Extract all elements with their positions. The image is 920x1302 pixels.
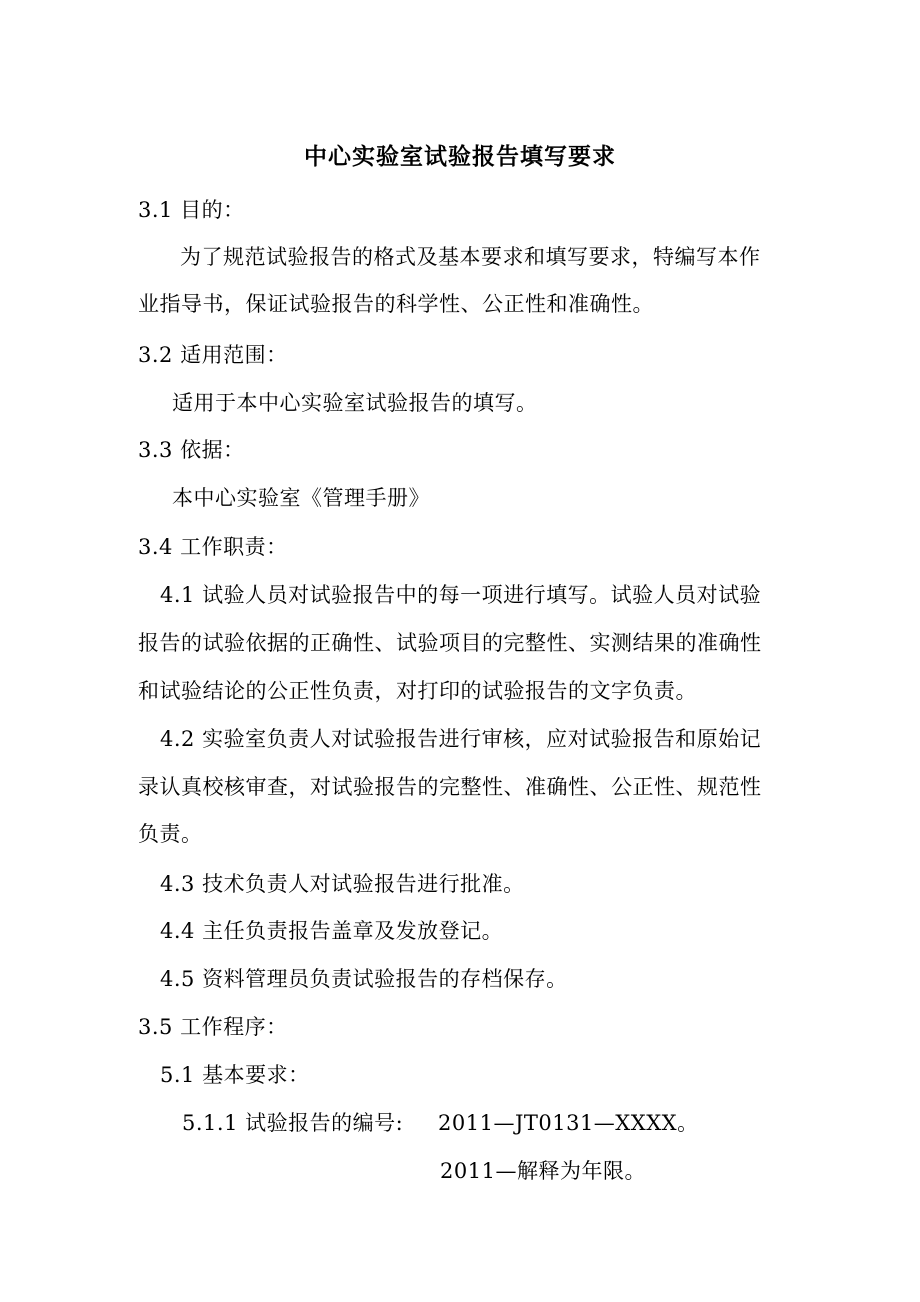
section-4-1-line-3: 和试验结论的公正性负责，对打印的试验报告的文字负责。 [138, 679, 697, 703]
section-3-2-heading: 3.2 适用范围： [138, 343, 288, 367]
section-5-1-heading: 5.1 基本要求： [160, 1063, 310, 1087]
document-title: 中心实验室试验报告填写要求 [304, 144, 616, 170]
section-3-1-text-line-1: 为了规范试验报告的格式及基本要求和填写要求，特编写本作 [180, 245, 761, 269]
section-5-1-1-value: 2011—JT0131—XXXX。 [438, 1111, 699, 1135]
section-4-2-line-3: 负责。 [138, 822, 203, 846]
section-3-2-text: 适用于本中心实验室试验报告的填写。 [172, 391, 538, 415]
section-3-3-heading: 3.3 依据： [138, 438, 245, 462]
section-4-2-line-2: 录认真校核审查，对试验报告的完整性、准确性、公正性、规范性 [138, 775, 762, 799]
section-3-4-heading: 3.4 工作职责： [138, 535, 288, 559]
section-3-1-heading: 3.1 目的： [138, 198, 245, 222]
section-4-4: 4.4 主任负责报告盖章及发放登记。 [160, 919, 504, 943]
section-4-1-line-1: 4.1 试验人员对试验报告中的每一项进行填写。试验人员对试验 [160, 583, 762, 607]
section-3-3-text: 本中心实验室《管理手册》 [172, 486, 430, 510]
section-4-2-line-1: 4.2 实验室负责人对试验报告进行审核，应对试验报告和原始记 [160, 727, 762, 751]
section-4-1-line-2: 报告的试验依据的正确性、试验项目的完整性、实测结果的准确性 [138, 631, 762, 655]
section-5-1-1-note: 2011—解释为年限。 [440, 1159, 646, 1183]
section-5-1-1-label: 5.1.1 试验报告的编号: [182, 1111, 404, 1135]
section-3-1-text-line-2: 业指导书，保证试验报告的科学性、公正性和准确性。 [138, 292, 654, 316]
section-4-5: 4.5 资料管理员负责试验报告的存档保存。 [160, 967, 568, 991]
section-4-3: 4.3 技术负责人对试验报告进行批准。 [160, 872, 525, 896]
section-3-5-heading: 3.5 工作程序： [138, 1015, 288, 1039]
